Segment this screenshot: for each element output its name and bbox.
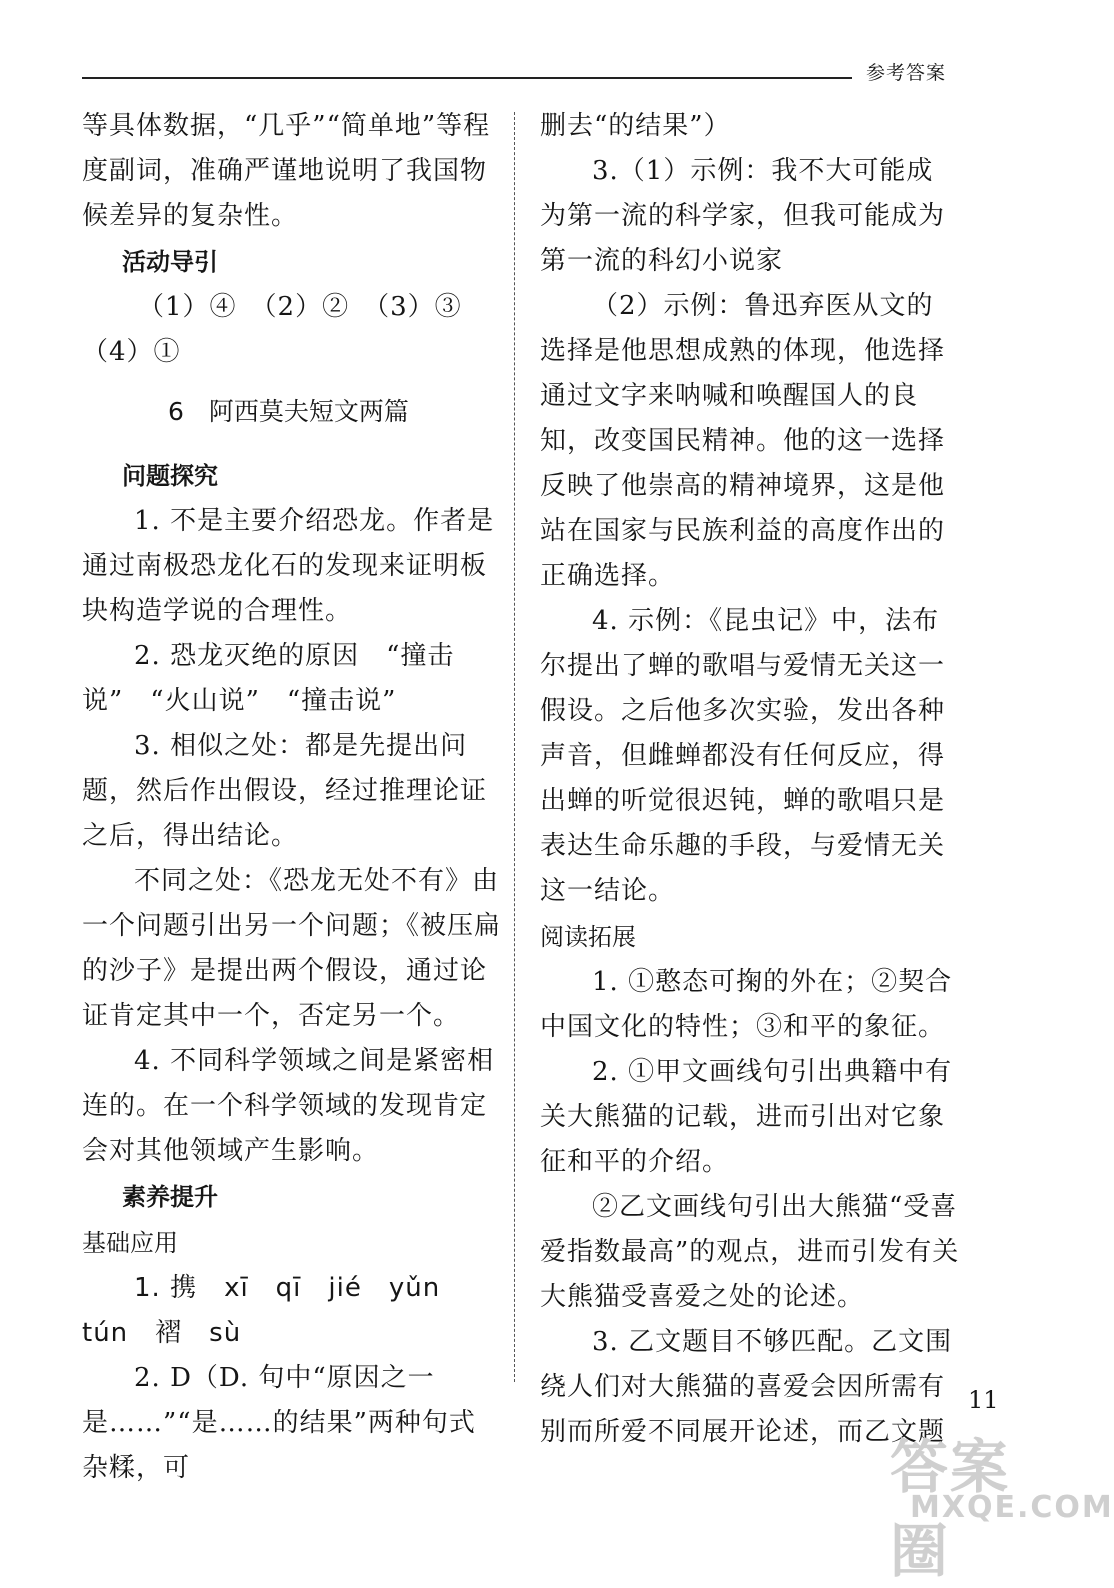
section-heading: 问题探究 (122, 462, 218, 490)
running-header: 参考答案 (866, 62, 947, 84)
answer-item: 1. 不是主要介绍恐龙。作者是通过南极恐龙化石的发现来证明板块构造学说的合理性。 (82, 506, 495, 626)
answer-item: 4. 不同科学领域之间是紧密相连的。在一个科学领域的发现肯定会对其他领域产生影响。 (82, 1046, 495, 1166)
answer-item: ②乙文画线句引出大熊猫“受喜爱指数最高”的观点，进而引发有关大熊猫受喜爱之处的论述。 (540, 1192, 960, 1312)
column-divider (514, 112, 515, 1382)
subsection-heading: 阅读拓展 (540, 923, 636, 951)
section-heading: 素养提升 (122, 1183, 218, 1211)
answer-item: 1. 携 xī qī jié yǔn tún 褶 sù (82, 1273, 468, 1348)
answer-item: 2. D（D. 句中“原因之一是……”“是……的结果”两种句式杂糅，可 (82, 1363, 476, 1483)
subsection-heading: 基础应用 (82, 1229, 178, 1257)
answer-item: 1. ①憨态可掬的外在；②契合中国文化的特性；③和平的象征。 (540, 967, 953, 1042)
lesson-title: 6 阿西莫夫短文两篇 (168, 397, 409, 426)
answer-item: 4. 示例：《昆虫记》中，法布尔提出了蝉的歌唱与爱情无关这一假设。之后他多次实验，发出各种声音，但雌蝉都没有任何反应，得出蝉的听觉很迟钝，蝉的歌唱只是表达生命乐趣的手段，与爱情无关这一结论。 (540, 606, 946, 906)
watermark-text: 答案圈 (890, 1433, 1011, 1585)
page-number: 11 (968, 1386, 999, 1414)
paragraph: 删去“的结果”） (540, 111, 731, 141)
watermark-logo (890, 1420, 1114, 1585)
left-column (82, 104, 502, 1491)
right-column (540, 104, 960, 1455)
answer-item: （2）示例：鲁迅弃医从文的选择是他思想成熟的体现，他选择通过文字来呐喊和唤醒国人的良知，改变国民精神。他的这一选择反映了他崇高的精神境界，这是他站在国家与民族利益的高度作出的正确选择。 (540, 291, 946, 591)
answer-item: 2. ①甲文画线句引出典籍中有关大熊猫的记载，进而引出对它象征和平的介绍。 (540, 1057, 953, 1177)
answer-item: 2. 恐龙灭绝的原因 “撞击说” “火山说” “撞击说” (82, 641, 455, 716)
answer-item: 不同之处：《恐龙无处不有》由一个问题引出另一个问题；《被压扁的沙子》是提出两个假设，通过论证肯定其中一个，否定另一个。 (82, 866, 502, 1031)
section-heading: 活动导引 (122, 248, 218, 276)
paragraph: （1）④ （2）② （3）③ （4）① (82, 292, 489, 367)
paragraph: 等具体数据，“几乎”“简单地”等程度副词，准确严谨地说明了我国物候差异的复杂性。 (82, 111, 491, 231)
answer-item: 3.（1）示例：我不大可能成为第一流的科学家，但我可能成为第一流的科幻小说家 (540, 156, 946, 276)
watermark-site: MXQE.COM (910, 1490, 1114, 1525)
answer-item: 3. 相似之处：都是先提出问题，然后作出假设，经过推理论证之后，得出结论。 (82, 731, 488, 851)
answer-item: 3. 乙文题目不够匹配。乙文围绕人们对大熊猫的喜爱会因所需有别而所爱不同展开论述，而乙文题 (540, 1327, 953, 1447)
header-rule (82, 77, 852, 79)
